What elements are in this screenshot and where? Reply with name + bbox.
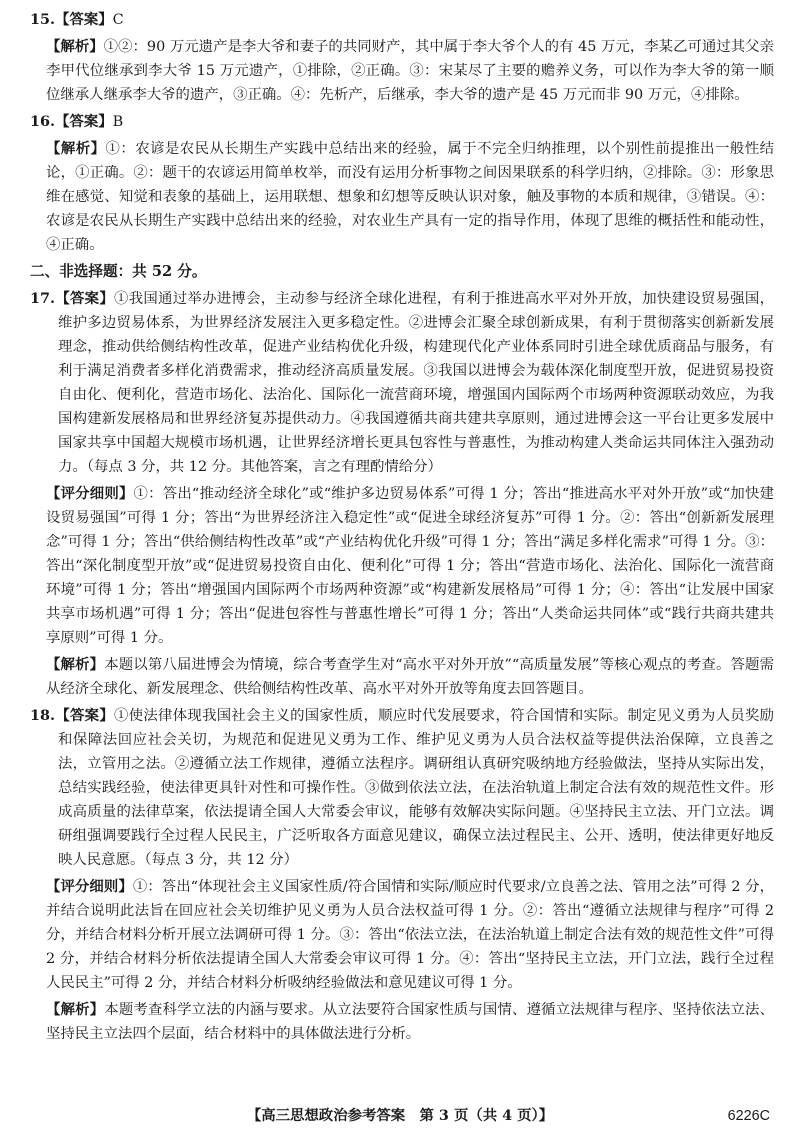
question-17-analysis [30, 653, 774, 701]
answer-text: ①我国通过举办进博会，主动参与经济全球化进程，有利于推进高水平对外开放，加快建设贸易强国，维护多边贸易体系，为世界经济发展注入更多稳定性。②进博会汇聚全球创新成果，有利于贯彻落实创新新发展理念，推动供给侧结构性改革，促进产业结构优化升级，构建现代化产业体系同时引进全球优质商品与服务，有利于满足消费者多样化消费需求，推动经济高质量发展。③我国以进博会为载体深化制度型开放，促进贸易投资自由化、便利化，营造市场化、法治化、国际化一流营商环境，增强国内国际两个市场两种资源联动效应，为我国构建新发展格局和世界经济复苏提供动力。④我国遵循共商共建共享原则，通过进博会这一平台让更多发展中国家共享中国超大规模市场机遇，让世界经济增长更具包容性与普惠性，为推动构建人类命运共同体注入强劲动力。（每点 3 分，共 12 分。其他答案，言之有理酌情给分） [58, 291, 774, 475]
question-15-answer [30, 8, 774, 32]
answer-text: ①使法律体现我国社会主义的国家性质，顺应时代发展要求，符合国情和实际。制定见义勇为人员奖励和保障法回应社会关切，为规范和促进见义勇为工作、维护见义勇为人员合法权益等提供法治保障，立良善之法，立管用之法。②遵循立法工作规律，遵循立法程序。调研组认真研究吸纳地方经验做法，坚持从实际出发，总结实践经验，使法律更具针对性和可操作性。③做到依法立法，在法治轨道上制定合法有效的规范性文件。形成高质量的法律草案，依法提请全国人大常委会审议，能够有效解决实际问题。④坚持民主立法、开门立法。调研组强调要践行全过程人民民主，广泛听取各方面意见建议，确保立法过程民主、公开、透明，使法律更好地反映人民意愿。（每点 3 分，共 12 分） [58, 708, 774, 868]
question-18-rubric [30, 875, 774, 995]
analysis-text: ①②：90 万元遗产是李大爷和妻子的共同财产，其中属于李大爷个人的有 45 万元，李某乙可通过其父亲李甲代位继承到李大爷 15 万元遗产，①排除，②正确。③：宋某尽了主要的赡养义务，可以作为李大爷的第一顺位继承人继承李大爷的遗产，③正确。④：先析产，后继承，李大爷的遗产是 45 万元而非 90 万元，④排除。 [46, 39, 774, 103]
answer-tag: 【答案】 [55, 290, 115, 307]
page-footer-code: 6226C [727, 1108, 770, 1124]
analysis-tag: 【解析】 [46, 1001, 105, 1018]
rubric-text: ①：答出“推动经济全球化”或“维护多边贸易体系”可得 1 分；答出“推进高水平对外开放”或“加快建设贸易强国”可得 1 分；答出“为世界经济注入稳定性”或“促进全球经济复苏”可得 1 分。②：答出“创新新发展理念”可得 1 分；答出“供给侧结构性改革”或“产业结构优化升级”可得 1 分；答出“满足多样化需求”可得 1 分。③：答出“深化制度型开放”或“促进贸易投资自由化、便利化”可得 1 分；答出“营造市场化、法治化、国际化一流营商环境”可得 1 分；答出“增强国内国际两个市场两种资源”或“构建新发展格局”可得 1 分；④：答出“让发展中国家共享市场机遇”可得 1 分；答出“促进包容性与普惠性增长”可得 1 分；答出“人类命运共同体”或“践行共商共建共享原则”可得 1 分。 [46, 486, 774, 646]
question-17-rubric [30, 482, 774, 650]
rubric-tag: 【评分细则】 [46, 485, 134, 502]
question-15-analysis [30, 35, 774, 107]
question-17-answer [30, 287, 774, 479]
question-16-analysis [30, 137, 774, 257]
question-18-analysis [30, 998, 774, 1046]
analysis-tag: 【解析】 [46, 140, 106, 157]
question-16-answer [30, 110, 774, 134]
analysis-text: 本题以第八届进博会为情境，综合考查学生对“高水平对外开放”“高质量发展”等核心观点的考查。答题需从经济全球化、新发展理念、供给侧结构性改革、高水平对外开放等角度去回答题目。 [46, 657, 774, 697]
question-number: 16. [30, 113, 56, 130]
page-footer-title: 【高三思想政治参考答案 第 3 页（共 4 页）】 [246, 1107, 554, 1124]
answer-choice: B [112, 114, 124, 130]
question-number: 17. [30, 290, 56, 307]
question-number: 15. [30, 11, 56, 28]
page-content [30, 8, 774, 1049]
analysis-tag: 【解析】 [46, 38, 104, 55]
rubric-text: ①：答出“体现社会主义国家性质/符合国情和实际/顺应时代要求/立良善之法、管用之法”可得 2 分，并结合说明此法旨在回应社会关切维护见义勇为人员合法权益可得 1 分。②：答出“遵循立法规律与程序”可得 2 分，并结合材料分析开展立法调研可得 1 分。③：答出“依法立法，在法治轨道上制定合法有效的规范性文件”可得 2 分，并结合材料分析依法提请全国人大常委会审议可得 1 分。④：答出“坚持民主立法，开门立法，践行全过程人民民主”可得 2 分，并结合材料分析吸纳经验做法和意见建议可得 1 分。 [46, 879, 774, 991]
question-number: 18. [30, 707, 56, 724]
rubric-tag: 【评分细则】 [46, 878, 133, 895]
analysis-text: ①：农谚是农民从长期生产实践中总结出来的经验，属于不完全归纳推理，以个别性前提推出一般性结论，①正确。②：题干的农谚运用简单枚举，而没有运用分析事物之间因果联系的科学归纳，②排除。③：形象思维在感觉、知觉和表象的基础上，运用联想、想象和幻想等反映认识对象，触及事物的本质和规律，③错误。④：农谚是农民从长期生产实践中总结出来的经验，对农业生产具有一定的指导作用，体现了思维的概括性和能动性，④正确。 [46, 141, 774, 253]
analysis-text: 本题考查科学立法的内涵与要求。从立法要符合国家性质与国情、遵循立法规律与程序、坚持依法立法、坚持民主立法四个层面，结合材料中的具体做法进行分析。 [46, 1002, 774, 1042]
answer-tag: 【答案】 [55, 11, 113, 28]
section-heading: 二、非选择题：共 52 分。 [30, 263, 207, 280]
answer-tag: 【答案】 [55, 707, 115, 724]
answer-choice: C [112, 12, 124, 28]
question-18-answer [30, 704, 774, 872]
analysis-tag: 【解析】 [46, 656, 105, 673]
answer-tag: 【答案】 [55, 113, 113, 130]
